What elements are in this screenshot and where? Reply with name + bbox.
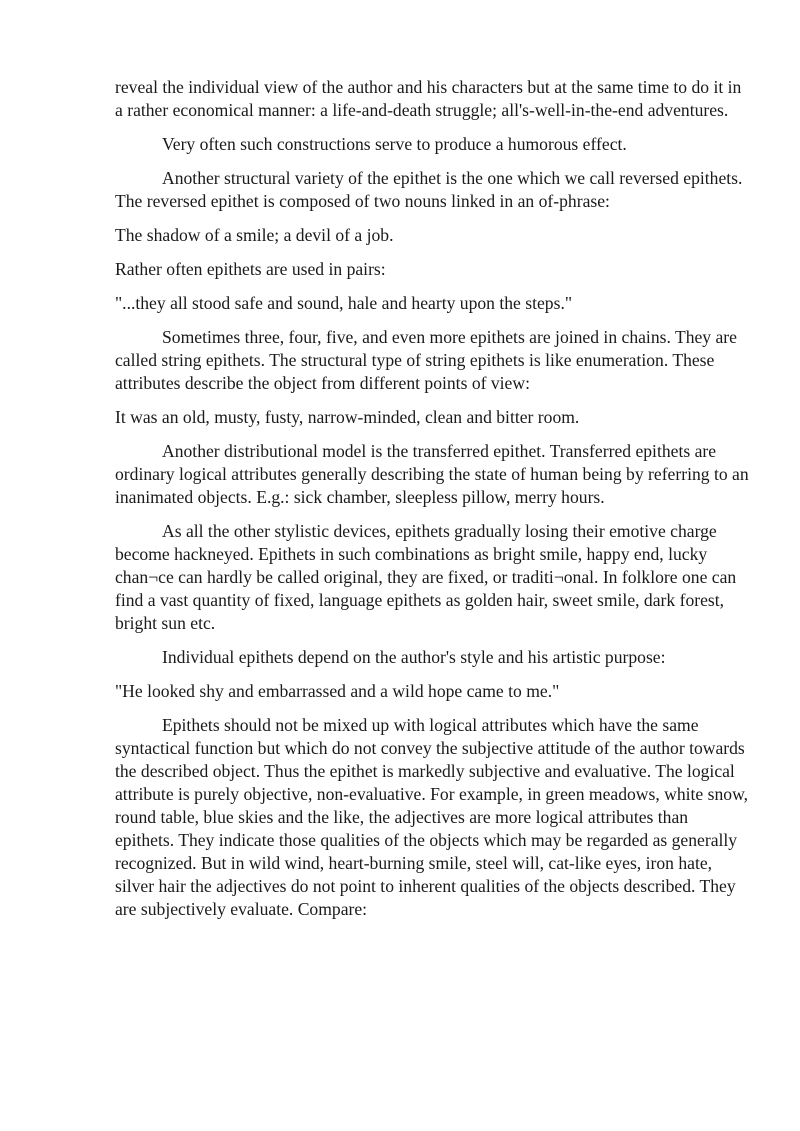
- paragraph-1: reveal the individual view of the author and his characters but at the same time to do it in a rather economical manner: a life-and-death struggle; all's-well-in-the-end adventures.: [115, 77, 742, 120]
- example-string-epithets: It was an old, musty, fusty, narrow-minded, clean and bitter room.: [115, 407, 580, 427]
- paragraph-pairs-intro: Rather often epithets are used in pairs:: [115, 259, 386, 279]
- paragraph-string-epithets: Sometimes three, four, five, and even more epithets are joined in chains. They are called string epithets. The structural type of string epithets is like enumeration. These attributes describe the object from different points of view:: [115, 327, 737, 393]
- example-paired-epithets: "...they all stood safe and sound, hale and hearty upon the steps.": [115, 293, 573, 313]
- paragraph-hackneyed-epithets: As all the other stylistic devices, epithets gradually losing their emotive charge become hackneyed. Epithets in such combinations as bright smile, happy end, lucky chan¬ce can hardly be called original, they are fixed, or traditi¬onal. In folklore one can find a vast quantity of fixed, language epithets as golden hair, sweet smile, dark forest, bright sun etc.: [115, 521, 737, 633]
- example-reversed-epithets: The shadow of a smile; a devil of a job.: [115, 225, 394, 245]
- paragraph-2: Very often such constructions serve to produce a humorous effect.: [162, 134, 627, 154]
- example-individual-epithet: "He looked shy and embarrassed and a wild hope came to me.": [115, 681, 560, 701]
- paragraph-logical-attributes: Epithets should not be mixed up with logical attributes which have the same syntactical function but which do not convey the subjective attitude of the author towards the described object. Thus the epithet is markedly subjective and evaluative. The logical attribute is purely objective, non-evaluative. For example, in green meadows, white snow, round table, blue skies and the like, the adjectives are more logical attributes than epithets. They indicate those qualities of the objects which may be regarded as generally recognized. But in wild wind, heart-burning smile, steel will, cat-like eyes, iron hate, silver hair the adjectives do not point to inherent qualities of the objects described. They are subjectively evaluate. Compare:: [115, 715, 749, 919]
- document-page: [115, 76, 750, 932]
- paragraph-individual-epithets: Individual epithets depend on the author's style and his artistic purpose:: [162, 647, 666, 667]
- paragraph-3: Another structural variety of the epithet is the one which we call reversed epithets. The reversed epithet is composed of two nouns linked in an of-phrase:: [115, 168, 743, 211]
- paragraph-transferred-epithet: Another distributional model is the transferred epithet. Transferred epithets are ordinary logical attributes generally describing the state of human being by referring to an inanimated objects. E.g.: sick chamber, sleepless pillow, merry hours.: [115, 441, 749, 507]
